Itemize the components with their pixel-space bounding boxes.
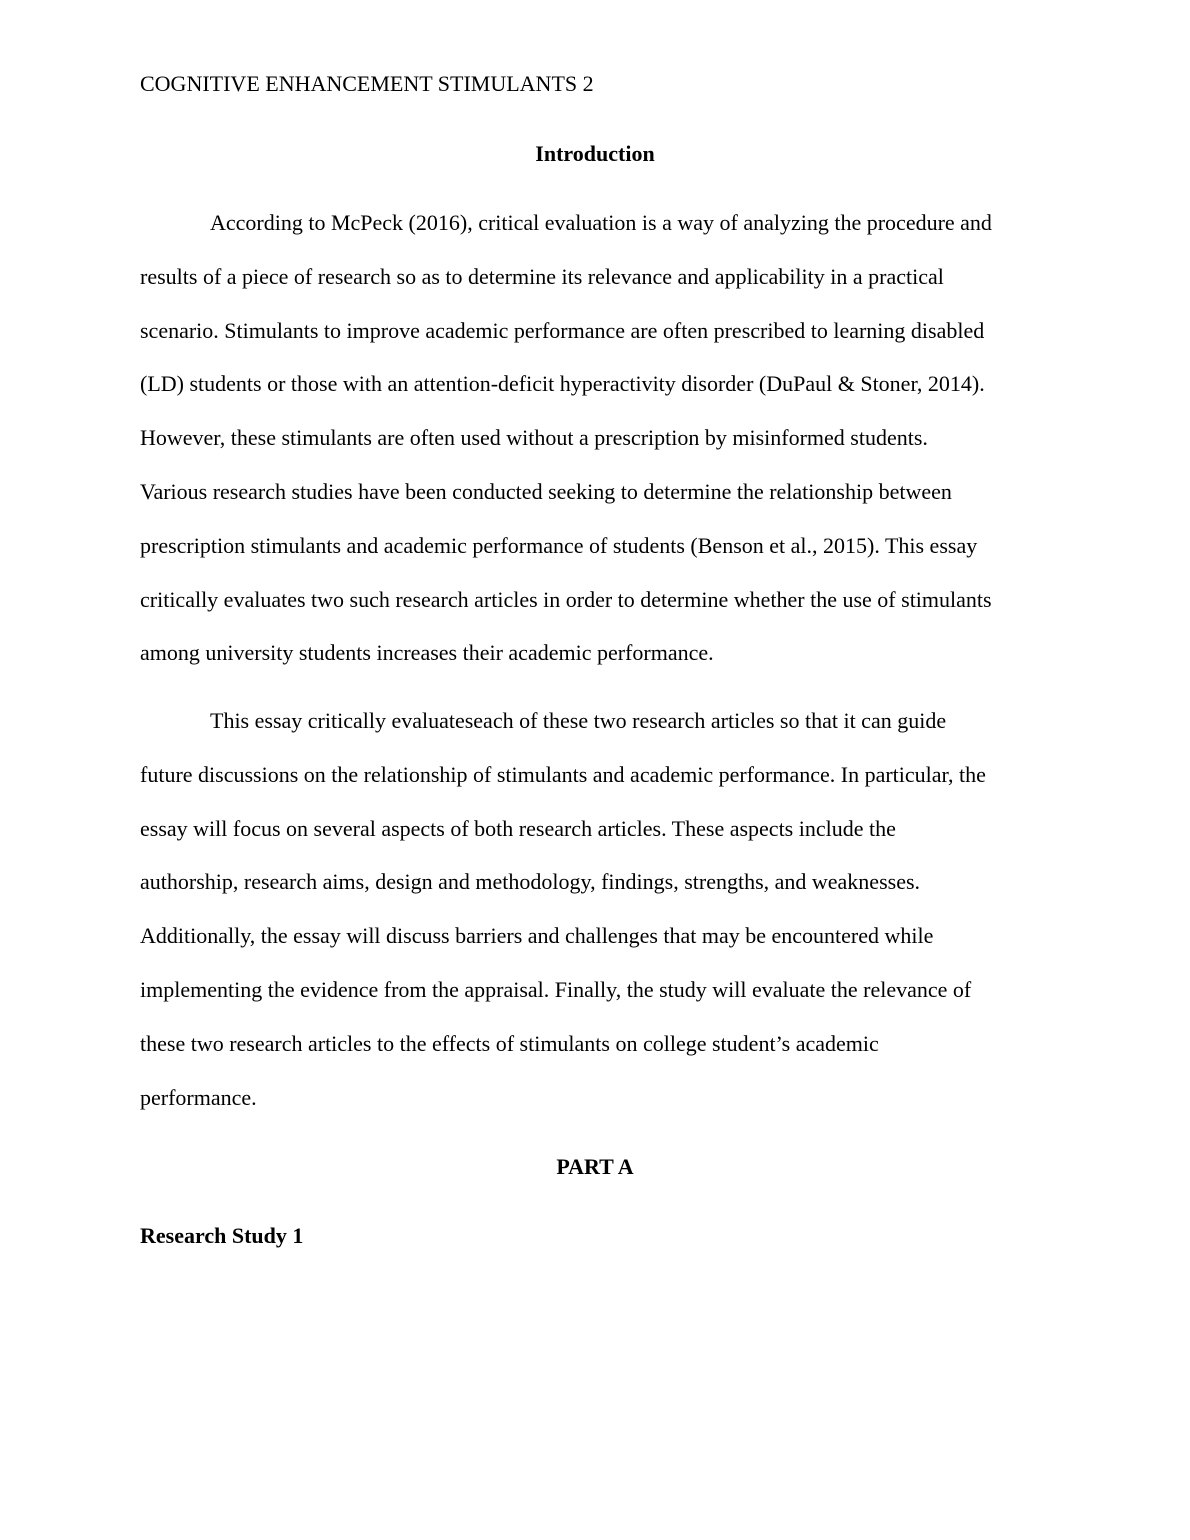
paragraph-line: implementing the evidence from the appraisal. Finally, the study will evaluate the relevance of xyxy=(140,976,972,1002)
paragraph-line: scenario. Stimulants to improve academic performance are often prescribed to learning disabled xyxy=(140,317,985,343)
part-a-heading: PART A xyxy=(556,1154,634,1179)
paragraph-line: performance. xyxy=(140,1084,257,1110)
paragraph-line: critically evaluates two such research articles in order to determine whether the use of stimulants xyxy=(140,586,992,612)
running-head: COGNITIVE ENHANCEMENT STIMULANTS 2 xyxy=(140,71,594,96)
introduction-paragraph-2 xyxy=(140,694,1060,1124)
introduction-heading: Introduction xyxy=(535,141,655,166)
paragraph-line: Various research studies have been conducted seeking to determine the relationship between xyxy=(140,478,952,504)
paragraph-line: results of a piece of research so as to determine its relevance and applicability in a practical xyxy=(140,263,944,289)
research-study-1-heading: Research Study 1 xyxy=(140,1223,304,1248)
paragraph-line: Additionally, the essay will discuss barriers and challenges that may be encountered while xyxy=(140,923,934,949)
paragraph-line: This essay critically evaluateseach of these two research articles so that it can guide xyxy=(210,708,947,733)
paragraph-line: authorship, research aims, design and methodology, findings, strengths, and weaknesses. xyxy=(140,869,921,895)
paragraph-line: However, these stimulants are often used without a prescription by misinformed students. xyxy=(140,425,928,451)
paragraph-line: (LD) students or those with an attention-deficit hyperactivity disorder (DuPaul & Stoner, 2014). xyxy=(140,371,985,397)
introduction-paragraph-1 xyxy=(140,196,1060,680)
paragraph-line: prescription stimulants and academic performance of students (Benson et al., 2015). This essay xyxy=(140,532,978,558)
paragraph-line: According to McPeck (2016), critical evaluation is a way of analyzing the procedure and xyxy=(210,210,992,235)
paragraph-line: these two research articles to the effects of stimulants on college student’s academic xyxy=(140,1030,879,1056)
paragraph-line: essay will focus on several aspects of both research articles. These aspects include the xyxy=(140,815,896,841)
paragraph-line: among university students increases their academic performance. xyxy=(140,640,714,666)
paragraph-line: future discussions on the relationship of stimulants and academic performance. In particular, the xyxy=(140,761,986,787)
